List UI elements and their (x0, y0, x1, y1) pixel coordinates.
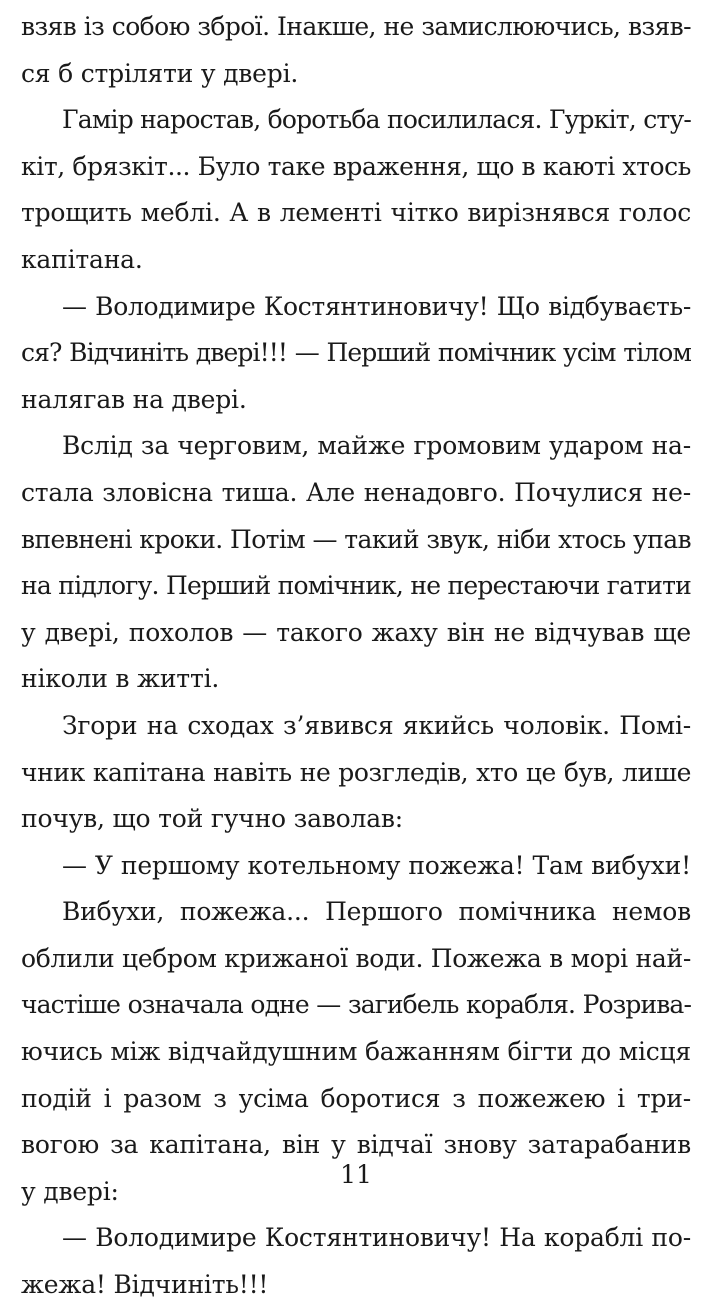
text-line: — Володимире Костянтиновичу! Що відбуваєть- (62, 291, 691, 321)
book-page (21, 0, 691, 1300)
text-line: — У першому котельному пожежа! Там вибухи! (62, 850, 691, 880)
text-line: трощить меблі. А в лементі чітко вирізнявся голос (21, 198, 691, 228)
text-line: у двері, похолов — такого жаху він не відчував ще (21, 617, 691, 647)
text-line: стала зловісна тиша. Але ненадовго. Почулися не- (21, 477, 691, 507)
text-line: ніколи в житті. (21, 664, 220, 694)
text-line: на підлогу. Перший помічник, не перестаючи гатити (21, 571, 691, 601)
text-line: кіт, брязкіт... Було таке враження, що в каюті хтось (21, 151, 691, 181)
text-line: почув, що той гучно заволав: (21, 804, 403, 834)
text-line: у двері: (21, 1176, 119, 1206)
text-line: капітана. (21, 244, 143, 274)
text-line: взяв із собою зброї. Інакше, не замислюючись, взяв- (21, 12, 691, 41)
body-text (21, 4, 691, 1309)
page-number: 11 (340, 1160, 372, 1189)
text-line: вогою за капітана, він у відчаї знову затарабанив (21, 1130, 691, 1160)
text-line: Вслід за черговим, майже громовим ударом на- (62, 431, 691, 461)
text-line: облили цебром крижаної води. Пожежа в морі най- (21, 943, 691, 973)
text-line: — Володимире Костянтиновичу! На кораблі по- (62, 1223, 691, 1253)
text-line: подій і разом з усіма боротися з пожежею і три- (21, 1083, 691, 1113)
text-line: жежа! Відчиніть!!! (21, 1270, 269, 1300)
text-line: частіше означала одне — загибель корабля. Розрива- (21, 990, 691, 1020)
text-line: ючись між відчайдушним бажанням бігти до місця (21, 1037, 691, 1067)
text-line: впевнені кроки. Потім — такий звук, ніби хтось упав (21, 524, 691, 554)
text-line: Згори на сходах з’явився якийсь чоловік. Помі- (62, 710, 691, 740)
text-line: ся? Відчиніть двері!!! — Перший помічник усім тілом (21, 338, 691, 368)
text-line: Гамір наростав, боротьба посилилася. Гуркіт, сту- (62, 105, 691, 135)
text-line: налягав на двері. (21, 384, 247, 414)
text-line: ся б стріляти у двері. (21, 58, 299, 88)
text-line: Вибухи, пожежа... Першого помічника немов (62, 897, 691, 927)
text-line: чник капітана навіть не розгледів, хто це був, лише (21, 757, 691, 787)
